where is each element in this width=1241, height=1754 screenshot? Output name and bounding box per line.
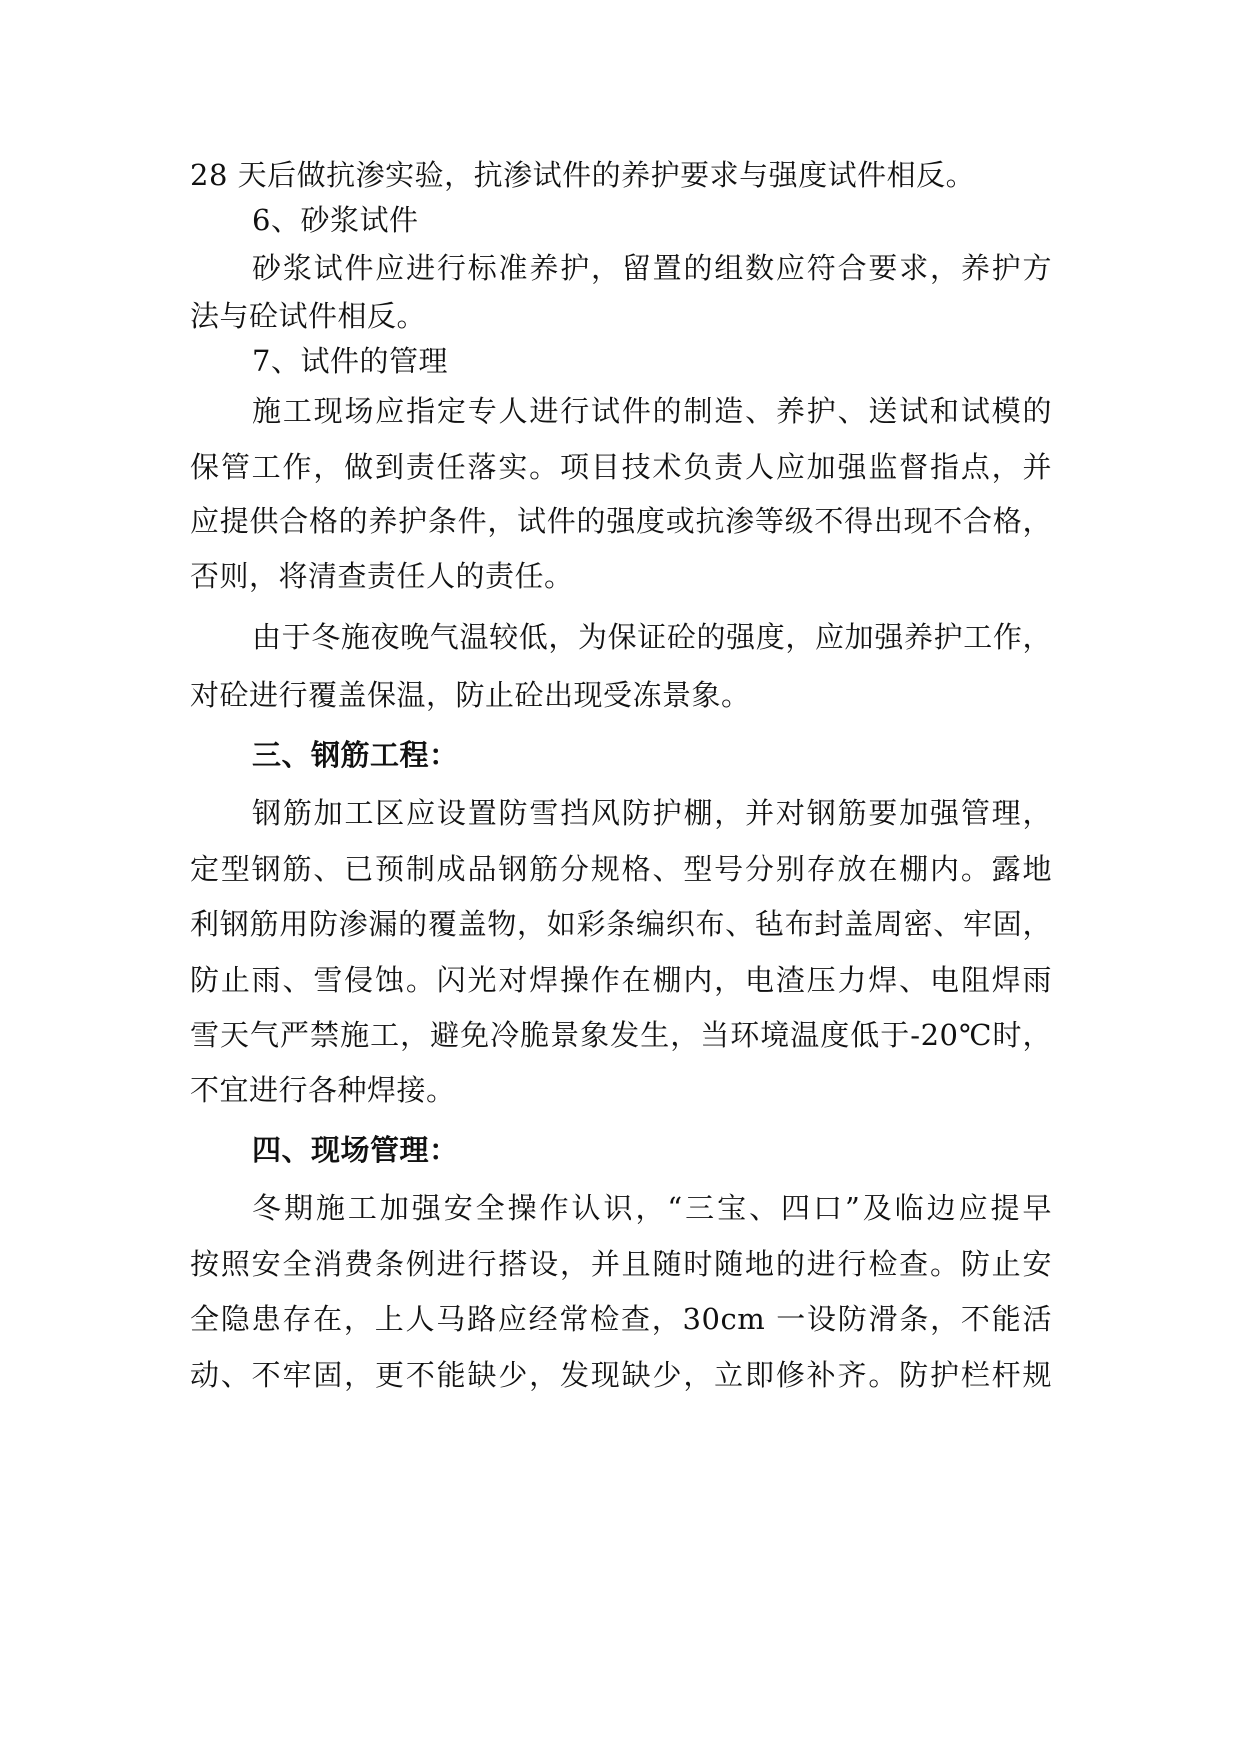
text-line: 全隐患存在，上人马路应经常检查，30cm 一设防滑条，不能活 [190,1302,1052,1336]
text-line: 由于冬施夜晚气温较低，为保证砼的强度，应加强养护工作， [252,620,1052,654]
section-title: 6、砂浆试件 [252,203,419,237]
text-line: 动、不牢固，更不能缺少，发现缺少，立即修补齐。防护栏杆规 [190,1358,1052,1392]
text-line: 砂浆试件应进行标准养护，留置的组数应符合要求，养护方 [252,251,1052,285]
text-line: 施工现场应指定专人进行试件的制造、养护、送试和试模的 [252,394,1052,428]
text-line: 雪天气严禁施工，避免冷脆景象发生，当环境温度低于-20℃时， [190,1018,1052,1052]
text-line: 定型钢筋、已预制成品钢筋分规格、型号分别存放在棚内。露地 [190,852,1052,886]
text-line: 钢筋加工区应设置防雪挡风防护棚，并对钢筋要加强管理， [252,796,1052,830]
text-line: 按照安全消费条例进行搭设，并且随时随地的进行检查。防止安 [190,1247,1052,1281]
section-heading: 四、现场管理： [252,1133,459,1167]
text-line: 对砼进行覆盖保温，防止砼出现受冻景象。 [190,678,751,712]
text-line: 应提供合格的养护条件，试件的强度或抗渗等级不得出现不合格， [190,504,1052,538]
text-line: 不宜进行各种焊接。 [190,1073,456,1107]
text-line: 利钢筋用防渗漏的覆盖物，如彩条编织布、毡布封盖周密、牢固， [190,907,1052,941]
text-line: 防止雨、雪侵蚀。闪光对焊操作在棚内，电渣压力焊、电阻焊雨 [190,963,1052,997]
section-heading: 三、钢筋工程： [252,738,459,772]
text-line: 冬期施工加强安全操作认识，“三宝、四口”及临边应提早 [252,1191,1052,1225]
text-line: 否则，将清查责任人的责任。 [190,559,574,593]
text-line: 法与砼试件相反。 [190,299,427,333]
text-line: 保管工作，做到责任落实。项目技术负责人应加强监督指点，并 [190,450,1052,484]
text-line: 28 天后做抗渗实验，抗渗试件的养护要求与强度试件相反。 [190,158,976,192]
section-title: 7、试件的管理 [252,344,448,378]
